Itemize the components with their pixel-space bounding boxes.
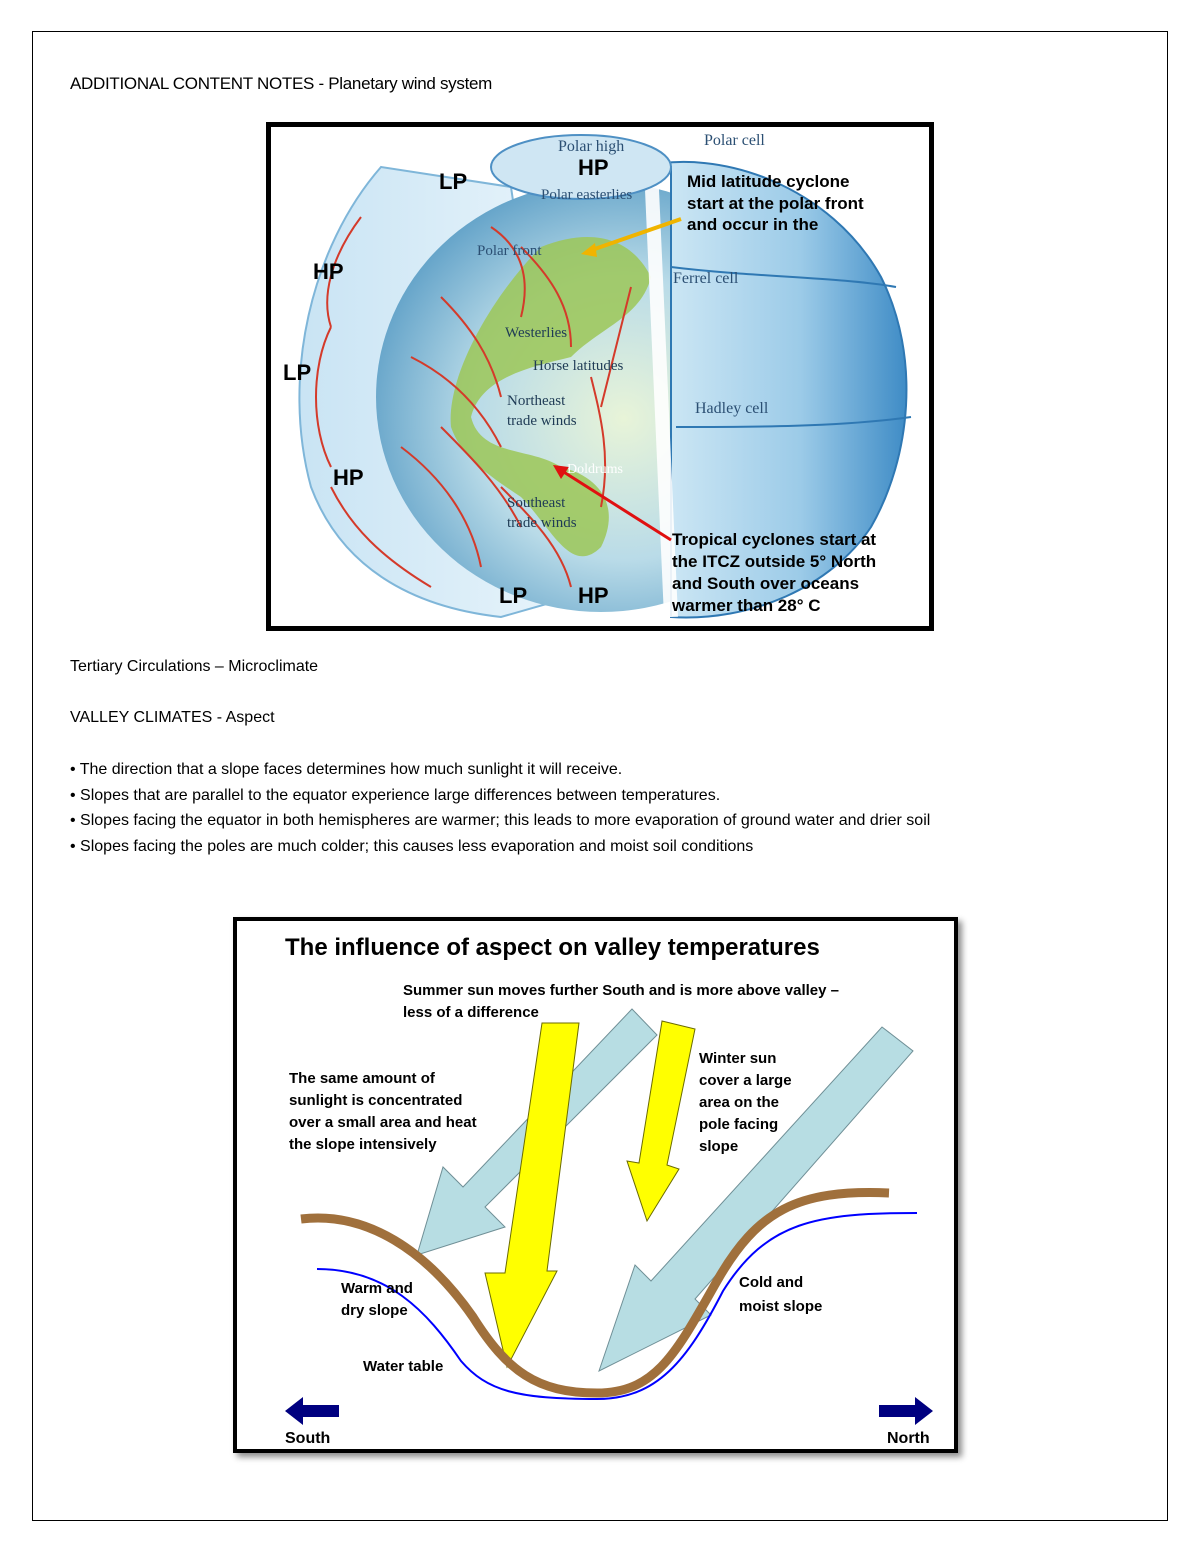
pressure-hp-bottom: HP	[578, 583, 609, 608]
svg-text:Summer sun moves further South: Summer sun moves further South and is more above valley –	[403, 982, 839, 999]
bullet-item: • Slopes facing the poles are much colder; this causes less evaporation and moist soil conditions	[70, 837, 754, 855]
valley-diagram	[237, 921, 954, 1449]
svg-text:less of a difference: less of a difference	[403, 1004, 539, 1021]
svg-text:the ITCZ outside 5° North: the ITCZ outside 5° North	[672, 552, 877, 571]
svg-text:Cold and: Cold and	[739, 1274, 804, 1291]
label-polar-easterlies: Polar easterlies	[541, 187, 633, 203]
label-horse-latitudes: Horse latitudes	[533, 358, 624, 374]
svg-text:Winter sun: Winter sun	[699, 1050, 777, 1067]
figure-title: The influence of aspect on valley temperatures	[285, 934, 820, 961]
planetary-wind-figure	[266, 122, 934, 631]
svg-text:moist slope: moist slope	[739, 1298, 823, 1315]
pressure-hp-lower: HP	[333, 465, 364, 490]
pressure-hp-top: HP	[578, 155, 609, 180]
label-hadley-cell: Hadley cell	[695, 400, 769, 417]
svg-text:cover a large: cover a large	[699, 1072, 792, 1089]
page-heading: ADDITIONAL CONTENT NOTES - Planetary wind system	[70, 74, 493, 93]
label-westerlies: Westerlies	[505, 325, 568, 341]
bullet-list	[70, 757, 1130, 859]
bullet-item: • Slopes facing the equator in both hemispheres are warmer; this leads to more evaporation of ground water and drier soil	[70, 812, 931, 829]
south-label: South	[285, 1430, 331, 1447]
label-northeast-trade-winds: trade winds	[507, 413, 577, 429]
label-southeast-trade-winds: trade winds	[507, 515, 577, 531]
pressure-lp-mid: LP	[283, 360, 312, 385]
label-southeast: Southeast	[507, 495, 566, 511]
bullet-item: • Slopes that are parallel to the equator experience large differences between temperatures.	[70, 786, 721, 804]
label-polar-cell: Polar cell	[704, 132, 765, 149]
valley-heading: VALLEY CLIMATES - Aspect	[70, 709, 275, 726]
svg-text:area on the: area on the	[699, 1094, 780, 1111]
pressure-lp-bottom: LP	[499, 583, 528, 608]
label-doldrums: Doldrums	[567, 462, 623, 477]
svg-text:the slope intensively: the slope intensively	[289, 1136, 437, 1153]
label-ferrel-cell: Ferrel cell	[673, 270, 739, 287]
svg-text:The same amount of: The same amount of	[289, 1070, 435, 1087]
svg-text:Warm and: Warm and	[341, 1280, 413, 1297]
svg-text:over a small area and heat: over a small area and heat	[289, 1114, 477, 1131]
svg-text:start at the polar front: start at the polar front	[687, 194, 864, 213]
bullet-item: • The direction that a slope faces determines how much sunlight it will receive.	[70, 761, 623, 778]
svg-text:dry slope: dry slope	[341, 1302, 408, 1319]
tertiary-heading: Tertiary Circulations – Microclimate	[70, 658, 319, 675]
north-label: North	[887, 1430, 930, 1447]
svg-text:and occur in the: and occur in the	[687, 215, 819, 234]
svg-text:Tropical cyclones start at: Tropical cyclones start at	[672, 530, 877, 549]
svg-text:pole facing: pole facing	[699, 1116, 779, 1133]
svg-text:warmer than 28° C: warmer than 28° C	[672, 596, 821, 615]
svg-text:Mid latitude cyclone: Mid latitude cyclone	[687, 172, 850, 191]
label-polar-high: Polar high	[558, 138, 625, 155]
svg-text:sunlight is concentrated: sunlight is concentrated	[289, 1092, 463, 1109]
label-polar-front: Polar front	[477, 243, 542, 259]
pressure-lp-upper: LP	[439, 169, 468, 194]
globe-diagram	[271, 127, 929, 626]
valley-aspect-figure	[233, 917, 958, 1453]
water-table-label: Water table	[363, 1358, 444, 1375]
label-northeast: Northeast	[507, 393, 566, 409]
svg-text:and South over oceans: and South over oceans	[672, 574, 860, 593]
pressure-hp-mid: HP	[313, 259, 344, 284]
svg-text:slope: slope	[699, 1138, 739, 1155]
